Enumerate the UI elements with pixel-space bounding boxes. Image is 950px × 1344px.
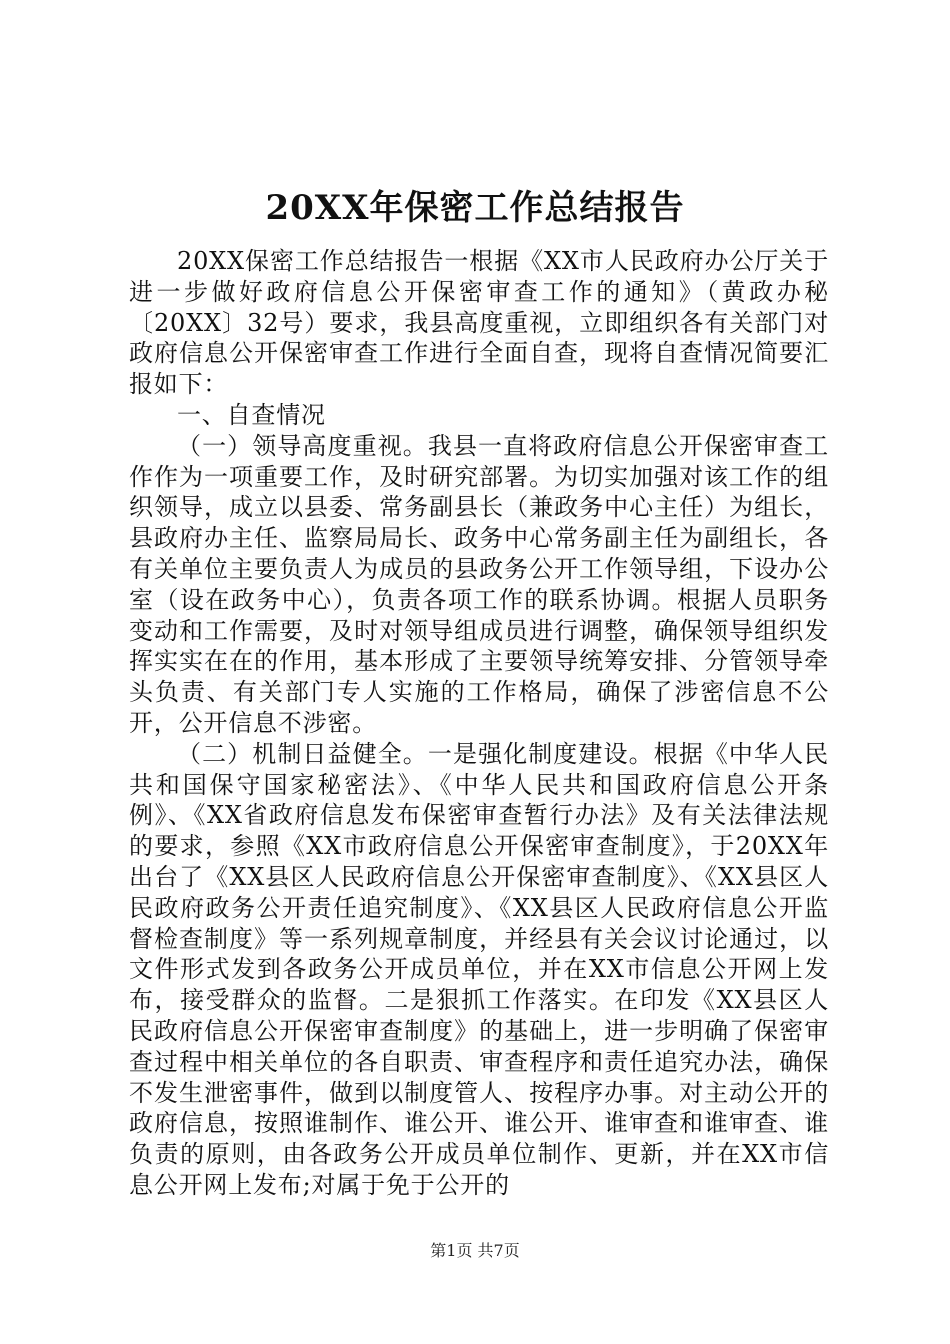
page-number-footer: 第1页 共7页 xyxy=(430,1241,520,1260)
paragraph-mechanism: （二）机制日益健全。一是强化制度建设。根据《中华人民共和国保守国家秘密法》、《中华人民共和国政府信息公开条例》、《XX省政府信息发布保密审查暂行办法》及有关法律法规的要求，参照《XX市政府信息公开保密审查制度》，于20XX年出台了《XX县区人民政府信息公开保密审查制度》、《XX县区人民政府政务公开责任追究制度》、《XX县区人民政府信息公开监督检查制度》等一系列规章制度，并经县有关会议讨论通过，以文件形式发到各政务公开成员单位，并在XX市信息公开网上发布，接受群众的监督。二是狠抓工作落实。在印发《XX县区人民政府信息公开保密审查制度》的基础上，进一步明确了保密审查过程中相关单位的各自职责、审查程序和责任追究办法，确保不发生泄密事件，做到以制度管人、按程序办事。对主动公开的政府信息，按照谁制作、谁公开、谁公开、谁审查和谁审查、谁负责的原则，由各政务公开成员单位制作、更新，并在XX市信息公开网上发布;对属于免于公开的 xyxy=(129,739,829,1199)
paragraph-leadership: （一）领导高度重视。我县一直将政府信息公开保密审查工作作为一项重要工作，及时研究部署。为切实加强对该工作的组织领导，成立以县委、常务副县长（兼政务中心主任）为组长，县政府办主任、监察局局长、政务中心常务副主任为副组长，各有关单位主要负责人为成员的县政务公开工作领导组，下设办公室（设在政务中心），负责各项工作的联系协调。根据人员职务变动和工作需要，及时对领导组成员进行调整，确保领导组织发挥实实在在的作用，基本形成了主要领导统筹安排、分管领导牵头负责、有关部门专人实施的工作格局，确保了涉密信息不公开，公开信息不涉密。 xyxy=(129,431,829,737)
paragraph-intro: 20XX保密工作总结报告一根据《XX市人民政府办公厅关于进一步做好政府信息公开保密审查工作的通知》（黄政办秘〔20XX〕32号）要求，我县高度重视，立即组织各有关部门对政府信息公开保密审查工作进行全面自查，现将自查情况简要汇报如下： xyxy=(129,247,829,399)
document-title: 20XX年保密工作总结报告 xyxy=(265,188,685,228)
section-heading-self-check: 一、自查情况 xyxy=(177,400,326,429)
document-body xyxy=(129,246,829,1201)
